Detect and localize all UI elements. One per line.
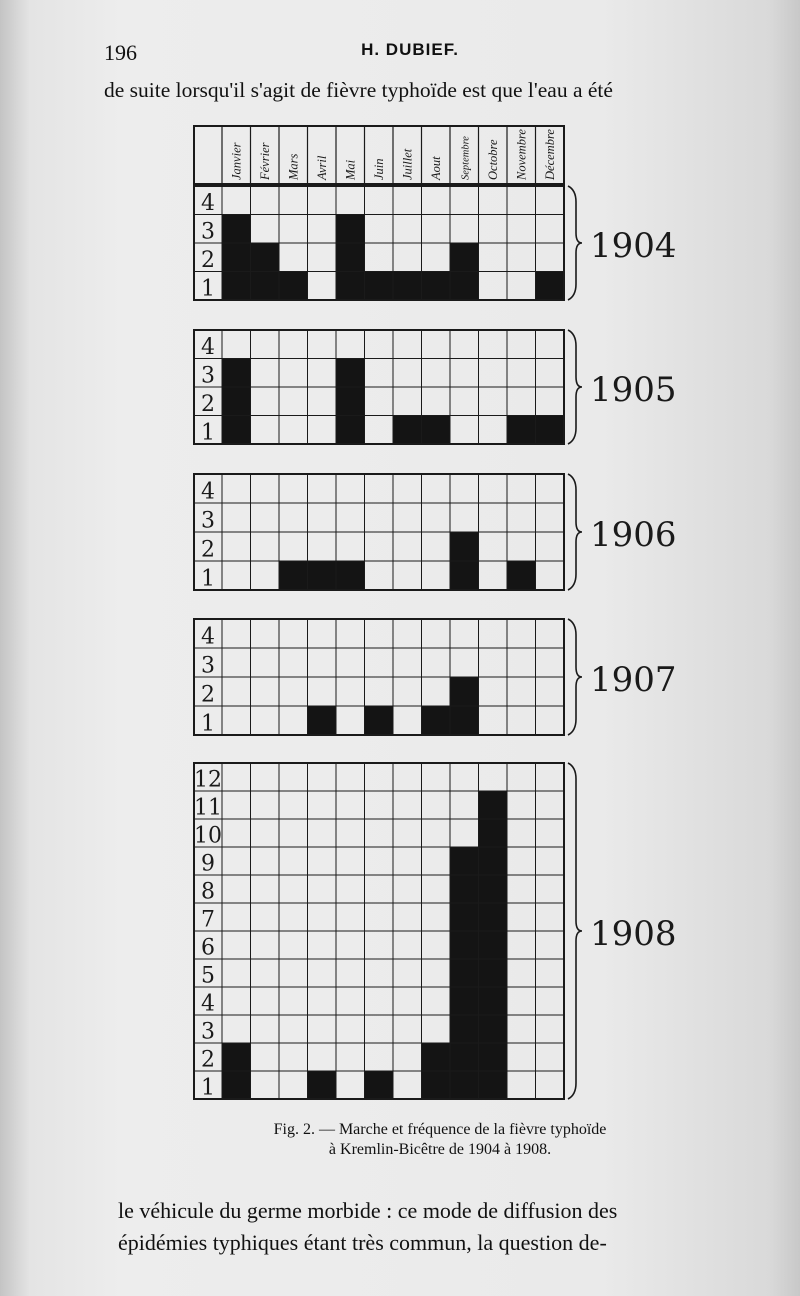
bar-1905-janvier	[222, 359, 251, 445]
bar-1907-juin	[365, 706, 394, 735]
month-label-0: Janvier	[229, 142, 244, 180]
year-panel-1908	[194, 763, 677, 1101]
bar-1904-janvier	[222, 215, 251, 301]
caption-line-2: à Kremlin-Bicêtre de 1904 à 1908.	[328, 1141, 552, 1158]
y-tick-1905-1: 1	[201, 420, 215, 446]
year-label-1907: 1907	[590, 660, 677, 700]
brace-1907	[568, 619, 582, 735]
bar-1906-mai	[336, 561, 365, 590]
y-tick-1907-3: 3	[201, 653, 215, 679]
year-label-1908: 1908	[590, 914, 677, 954]
year-label-1905: 1905	[590, 370, 677, 410]
bar-1907-avril	[308, 706, 337, 735]
month-label-1: Février	[257, 142, 272, 180]
y-tick-1904-1: 1	[201, 276, 215, 302]
y-tick-1904-3: 3	[201, 219, 215, 245]
y-tick-1904-4: 4	[201, 190, 215, 216]
bar-1905-décembre	[536, 416, 565, 445]
bar-1906-novembre	[507, 561, 536, 590]
y-tick-1908-4: 4	[201, 991, 215, 1017]
bar-1908-septembre	[450, 847, 479, 1099]
bar-1904-décembre	[536, 272, 565, 301]
y-tick-1908-12: 12	[194, 767, 222, 793]
bar-1905-mai	[336, 359, 365, 445]
y-tick-1908-10: 10	[194, 823, 222, 849]
y-tick-1908-5: 5	[201, 963, 215, 989]
y-tick-1906-2: 2	[201, 537, 215, 563]
month-label-8: Septembre	[460, 136, 472, 180]
bar-1906-mars	[279, 561, 308, 590]
bar-1904-aout	[422, 272, 451, 301]
month-label-4: Mai	[343, 159, 358, 180]
y-tick-1906-1: 1	[201, 566, 215, 592]
year-panel-1907	[194, 619, 677, 736]
bar-1906-avril	[308, 561, 337, 590]
bar-1904-juillet	[393, 272, 422, 301]
y-tick-1907-2: 2	[201, 682, 215, 708]
month-label-11: Décembre	[542, 129, 557, 180]
y-tick-1906-4: 4	[201, 479, 215, 505]
paragraph-line-top: de suite lorsqu'il s'agit de fièvre typhoïde est que l'eau a été	[104, 78, 613, 102]
y-tick-1908-1: 1	[201, 1075, 215, 1101]
month-label-6: Juillet	[400, 148, 415, 180]
y-tick-1905-2: 2	[201, 391, 215, 417]
brace-1905	[568, 330, 582, 444]
y-tick-1905-3: 3	[201, 363, 215, 389]
month-label-9: Octobre	[485, 139, 500, 180]
paragraph-line-bottom-2: épidémies typhiques étant très commun, la question de-	[118, 1230, 607, 1255]
year-label-1904: 1904	[590, 226, 677, 266]
figure-caption	[160, 1120, 720, 1160]
month-label-7: Aout	[428, 156, 443, 180]
y-tick-1907-4: 4	[201, 624, 215, 650]
caption-line-1: Fig. 2. — Marche et fréquence de la fièvre typhoïde	[273, 1121, 607, 1138]
y-tick-1908-11: 11	[194, 795, 222, 821]
bar-1907-aout	[422, 706, 451, 735]
bar-1908-juin	[365, 1071, 394, 1099]
brace-1904	[568, 186, 582, 300]
year-panel-1906	[194, 474, 677, 591]
bar-1908-octobre	[479, 791, 508, 1099]
brace-1908	[568, 763, 582, 1099]
y-tick-1905-4: 4	[201, 334, 215, 360]
running-head-author: H. DUBIEF.	[361, 40, 459, 59]
bar-1904-mai	[336, 215, 365, 301]
month-header	[194, 126, 564, 184]
bar-1905-juillet	[393, 416, 422, 445]
bar-1905-aout	[422, 416, 451, 445]
month-label-10: Novembre	[514, 129, 529, 180]
y-tick-1904-2: 2	[201, 247, 215, 273]
y-tick-1907-1: 1	[201, 711, 215, 737]
y-tick-1908-2: 2	[201, 1047, 215, 1073]
y-tick-1908-9: 9	[201, 851, 215, 877]
year-panel-1905	[194, 330, 677, 445]
month-label-2: Mars	[286, 153, 301, 180]
paragraph-line-bottom-1: le véhicule du germe morbide : ce mode de diffusion des	[118, 1198, 618, 1223]
bar-1905-novembre	[507, 416, 536, 445]
brace-1906	[568, 474, 582, 590]
y-tick-1908-6: 6	[201, 935, 215, 961]
page-number: 196	[104, 40, 137, 65]
year-panel-1904	[194, 186, 677, 301]
y-tick-1908-8: 8	[201, 879, 215, 905]
month-label-3: Avril	[314, 155, 329, 180]
y-tick-1908-7: 7	[201, 907, 215, 933]
year-label-1906: 1906	[590, 515, 677, 555]
bar-1904-mars	[279, 272, 308, 301]
month-label-5: Juin	[371, 158, 386, 180]
bar-1904-juin	[365, 272, 394, 301]
bar-1908-avril	[308, 1071, 337, 1099]
y-tick-1906-3: 3	[201, 508, 215, 534]
y-tick-1908-3: 3	[201, 1019, 215, 1045]
